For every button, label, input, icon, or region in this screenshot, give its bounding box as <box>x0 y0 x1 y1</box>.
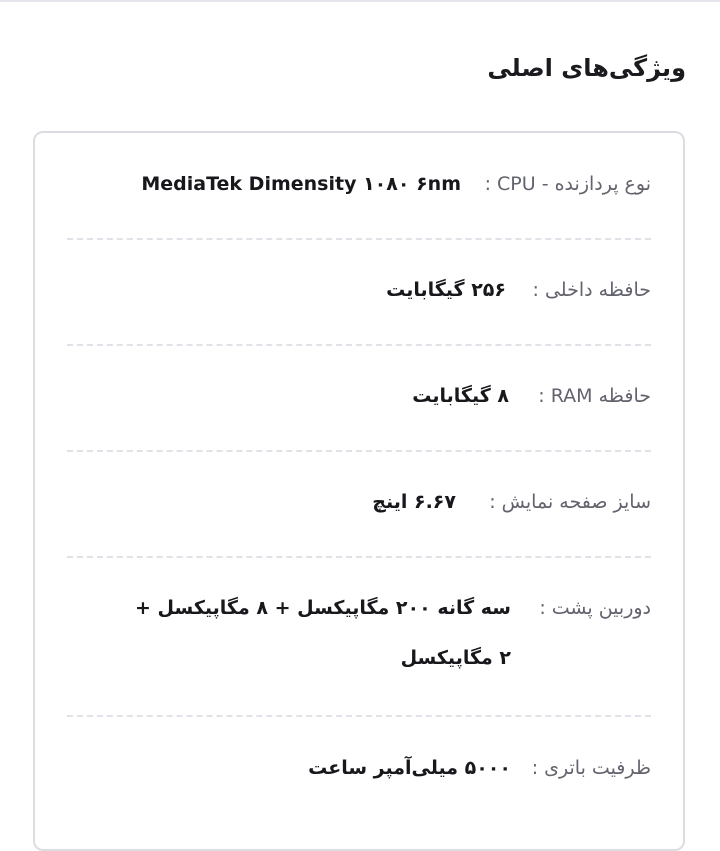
row-divider <box>67 715 651 717</box>
spec-value-rear-camera: سه گانه ۲۰۰ مگاپیکسل + ۸ مگاپیکسل + ۲ مگاپیکسل <box>135 597 511 669</box>
spec-value-cpu: MediaTek Dimensity ۱۰۸۰ ۶nm <box>141 173 461 195</box>
spec-label-battery: ظرفیت باتری : <box>531 757 651 779</box>
spec-label-ram: حافظه RAM : <box>538 385 651 407</box>
spec-label-storage: حافظه داخلی : <box>532 279 651 301</box>
section-title: ویژگی‌های اصلی <box>487 54 686 82</box>
row-divider <box>67 556 651 558</box>
spec-value-battery: ۵۰۰۰ میلی‌آمپر ساعت <box>308 757 511 779</box>
spec-value-screen: ۶.۶۷ اینچ <box>372 491 456 513</box>
row-divider <box>67 450 651 452</box>
row-divider <box>67 238 651 240</box>
row-divider <box>67 344 651 346</box>
specs-card <box>33 131 685 851</box>
spec-label-cpu: نوع پردازنده - CPU : <box>484 173 651 195</box>
spec-label-rear-camera: دوربین پشت : <box>539 597 651 619</box>
spec-value-ram: ۸ گیگابایت <box>412 385 509 407</box>
spec-value-storage: ۲۵۶ گیگابایت <box>386 279 506 301</box>
top-divider <box>0 0 720 2</box>
spec-label-screen: سایز صفحه نمایش : <box>489 491 651 513</box>
